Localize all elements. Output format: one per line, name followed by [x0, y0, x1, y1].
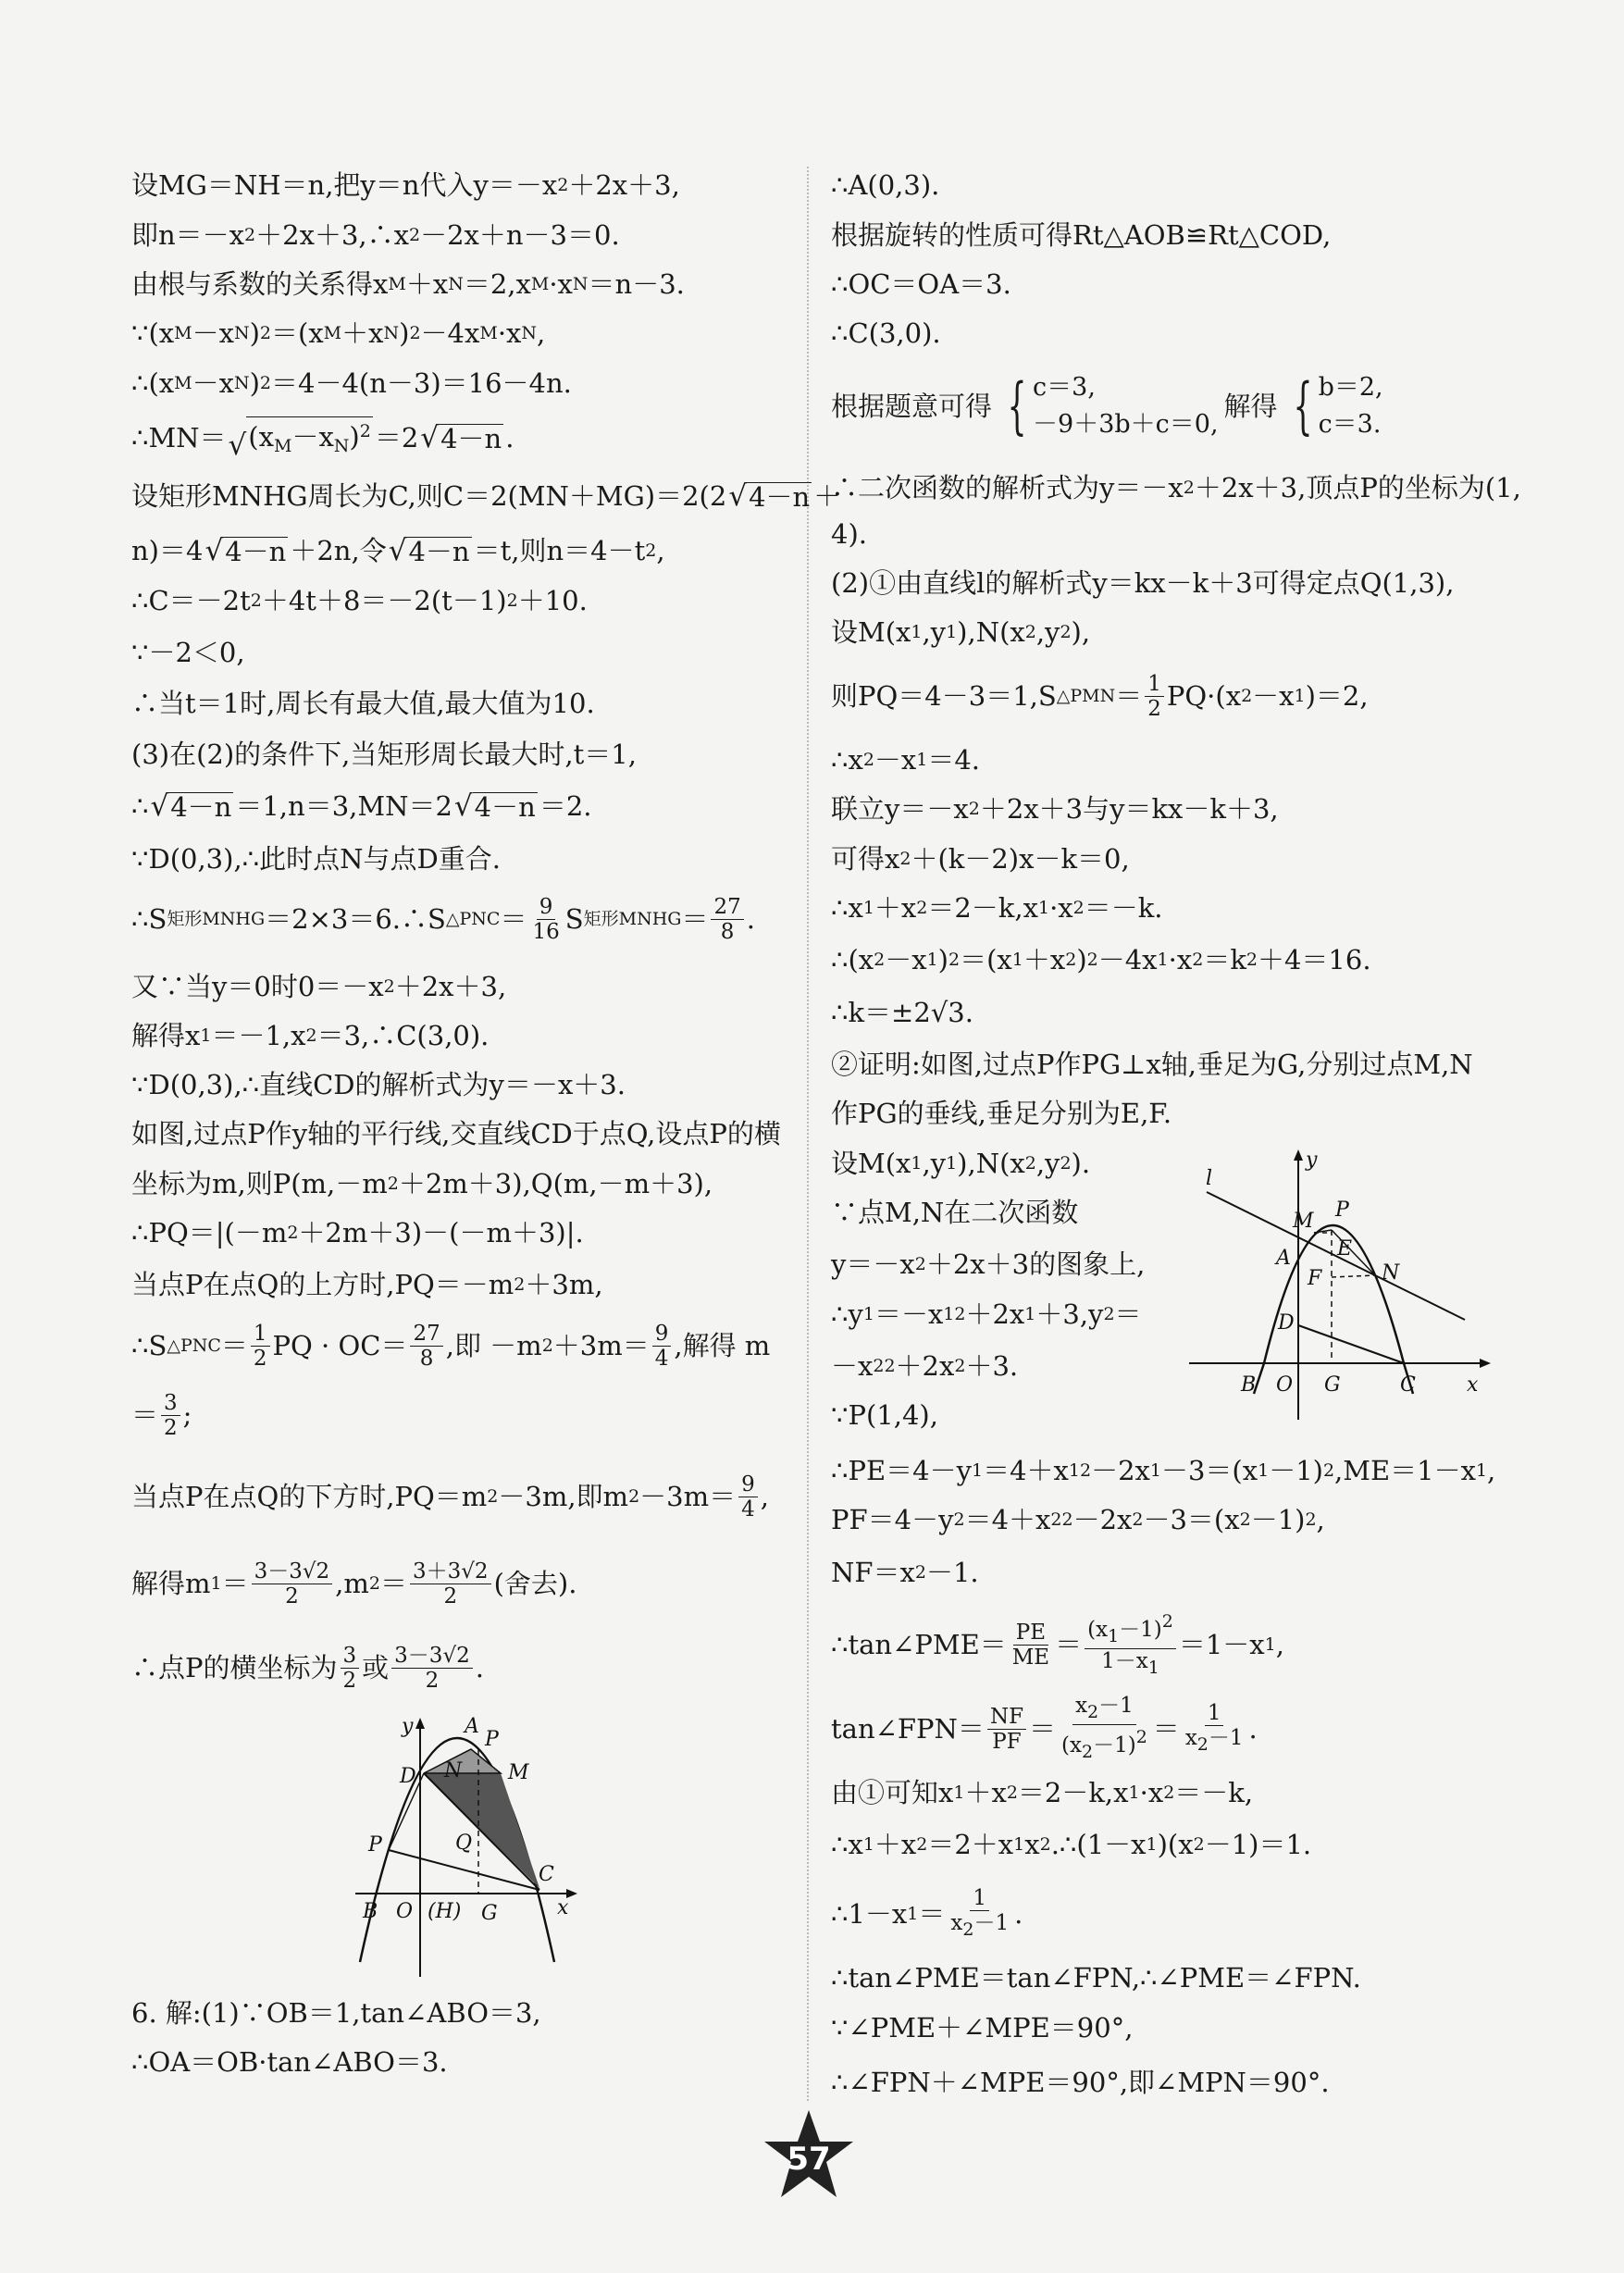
svg-text:C: C: [1400, 1373, 1416, 1397]
fraction: $\frac{3-3√2}{2}$: [391, 1644, 473, 1693]
svg-text:N: N: [444, 1759, 463, 1782]
text-line: ∵(x M －x N ) 2 ＝(x M ＋x N ) 2 －4x M ·x N ,: [131, 317, 546, 349]
text-line: ∴二次函数的解析式为y＝－x 2 ＋2x＋3,顶点P的坐标为(1,: [831, 472, 1521, 503]
fraction: $\frac{1}{2}$: [1145, 672, 1164, 721]
text-line: ∴1－x 1 ＝ $\frac{1}{x_2-1}$ .: [831, 1886, 1023, 1940]
svg-text:D: D: [1278, 1311, 1295, 1335]
text-line: PF＝4－y 2 ＝4＋x 2 2 －2x 2 －3＝(x 2 －1) 2 ,: [831, 1504, 1325, 1535]
text-line: ∴tan∠PME＝ $\frac{PE}{ME}$ ＝ $\frac{(x_1-1)^2}{1-x_1}$ ＝1－x 1 ,: [831, 1611, 1284, 1678]
text-line: ∴ √ 4－n ＝1,n＝3,MN＝2 √ 4－n ＝2.: [131, 789, 592, 823]
text-line: ＝ $\frac{3}{2}$ ;: [131, 1390, 192, 1440]
fraction: $\frac{(x_1-1)^2}{1-x_1}$: [1085, 1609, 1176, 1680]
figure-parabola-line: [1189, 1146, 1494, 1423]
text-line: 由①可知x 1 ＋x 2 ＝2－k,x 1 ·x 2 ＝－k,: [831, 1777, 1254, 1808]
text-line: 根据题意可得 { c＝3, －9＋3b＋c＝0, 解得 { b＝2, c＝3.: [831, 370, 1383, 441]
fraction: $\frac{1}{x_2-1}$: [950, 1886, 1010, 1940]
text-line: ∴点P的横坐标为 $\frac{3}{2}$ 或 $\frac{3-3√2}{2}$ .: [131, 1643, 484, 1693]
svg-text:B: B: [1241, 1373, 1257, 1397]
svg-text:N: N: [1382, 1261, 1400, 1285]
text-line: 联立y＝－x 2 ＋2x＋3与y＝kx－k＋3,: [831, 793, 1279, 825]
svg-text:P: P: [368, 1833, 382, 1857]
svg-text:F: F: [1308, 1267, 1322, 1290]
text-line: ∴PE＝4－y 1 ＝4＋x 1 2 －2x 1 －3＝(x 1 －1) 2 ,ME＝1－x 1 ,: [831, 1455, 1496, 1486]
fraction: $\frac{PE}{ME}$: [1011, 1620, 1050, 1670]
text-line: 即n＝－x 2 ＋2x＋3,∴x 2 －2x＋n－3＝0.: [131, 219, 620, 251]
text-line: (3)在(2)的条件下,当矩形周长最大时,t＝1,: [131, 739, 637, 770]
svg-text:O: O: [396, 1900, 414, 1923]
square-root: √ 4－n: [453, 789, 536, 823]
text-line: y＝－x 2 ＋2x＋3的图象上,: [831, 1248, 1146, 1280]
svg-text:B: B: [363, 1900, 378, 1923]
x-arrow: [1480, 1359, 1491, 1368]
text-line: 设M(x 1 ,y 1 ),N(x 2 ,y 2 ).: [831, 1148, 1091, 1179]
text-line: ∵－2＜0,: [131, 637, 245, 668]
square-root: √ 4－n: [205, 533, 287, 567]
page-number: 57: [787, 2141, 831, 2178]
svg-text:A: A: [1276, 1247, 1291, 1270]
text-line: 如图,过点P作y轴的平行线,交直线CD于点Q,设点P的横: [131, 1118, 781, 1149]
fraction: $\frac{3+3√2}{2}$: [410, 1559, 491, 1608]
text-line: 作PG的垂线,垂足分别为E,F.: [831, 1098, 1172, 1129]
fraction: $\frac{9}{4}$: [738, 1472, 758, 1522]
y-arrow: [1294, 1149, 1303, 1161]
page-number-badge: [761, 2108, 857, 2201]
text-line: ∴A(0,3).: [831, 169, 940, 201]
text-line: 根据旋转的性质可得Rt△AOB≌Rt△COD,: [831, 219, 1332, 251]
text-line: ∵D(0,3),∴此时点N与点D重合.: [131, 843, 501, 875]
fraction: $\frac{NF}{PF}$: [987, 1705, 1026, 1754]
svg-text:M: M: [1293, 1210, 1314, 1233]
text-line: ∴PQ＝|(－m 2 ＋2m＋3)－(－m＋3)|.: [131, 1217, 584, 1248]
fraction: $\frac{x_2-1}{(x_2-1)^2}$: [1061, 1694, 1147, 1762]
svg-text:Q: Q: [455, 1832, 473, 1855]
text-line: tan∠FPN＝ $\frac{NF}{PF}$ ＝ $\frac{x_2-1}{(x_2-1)^2}$ ＝ $\frac{1}{x_2-1}$ .: [831, 1694, 1258, 1762]
text-line: 解得x 1 ＝－1,x 2 ＝3,∴C(3,0).: [131, 1020, 490, 1051]
svg-text:l: l: [1206, 1167, 1213, 1190]
text-line: ∴C(3,0).: [831, 317, 941, 349]
text-line: ∴S △PNC ＝ $\frac{1}{2}$ PQ · OC＝ $\frac{27}{8}$ ,即 －m 2 ＋3m＝ $\frac{9}{4}$ ,解得 m: [131, 1321, 771, 1371]
svg-text:G: G: [481, 1902, 498, 1925]
text-line: 坐标为m,则P(m,－m 2 ＋2m＋3),Q(m,－m＋3),: [131, 1168, 713, 1199]
fraction: $\frac{9}{4}$: [652, 1322, 672, 1371]
svg-text:x: x: [557, 1896, 569, 1919]
fraction: $\frac{9}{16}$: [532, 894, 560, 944]
svg-text:y: y: [402, 1715, 414, 1738]
svg-text:y: y: [1306, 1149, 1318, 1172]
text-line: 由根与系数的关系得x M ＋x N ＝2,x M ·x N ＝n－3.: [131, 268, 685, 300]
text-line: 当点P在点Q的下方时,PQ＝m 2 －3m,即m 2 －3m＝ $\frac{9}{4}$ ,: [131, 1472, 769, 1522]
square-root: √ 4－n: [150, 789, 232, 823]
svg-text:D: D: [400, 1765, 416, 1788]
square-root: √ $(x_M-x_N)^2$: [229, 416, 373, 460]
text-line: 设M(x 1 ,y 1 ),N(x 2 ,y 2 ),: [831, 616, 1091, 648]
text-line: ∴tan∠PME＝tan∠FPN,∴∠PME＝∠FPN.: [831, 1962, 1361, 1994]
text-line: ∴MN＝ √ $(x_M-x_N)^2$ ＝2 √ 4－n .: [131, 419, 514, 456]
text-line: ∵P(1,4),: [831, 1399, 938, 1431]
svg-text:G: G: [1324, 1373, 1341, 1397]
svg-text:x: x: [1467, 1373, 1479, 1397]
svg-text:M: M: [508, 1761, 529, 1784]
y-arrow: [415, 1718, 425, 1729]
text-line: ∴当t＝1时,周长有最大值,最大值为10.: [131, 688, 595, 719]
text-line: (2)①由直线l的解析式y＝kx－k＋3可得定点Q(1,3),: [831, 567, 1455, 599]
square-root: √ 4－n: [728, 478, 811, 513]
fraction: $\frac{3}{2}$: [341, 1644, 360, 1693]
text-line: ∴S 矩形MNHG ＝2×3＝6.∴S △PNC ＝ $\frac{9}{16}$ S 矩形MNHG ＝ $\frac{27}{8}$ .: [131, 894, 755, 944]
text-line: 又∵当y＝0时0＝－x 2 ＋2x＋3,: [131, 971, 507, 1002]
svg-text:P: P: [485, 1728, 499, 1751]
text-line: ∵D(0,3),∴直线CD的解析式为y＝－x＋3.: [131, 1069, 626, 1100]
equation-system: { b＝2, c＝3.: [1293, 370, 1383, 441]
fraction: $\frac{27}{8}$: [410, 1322, 442, 1371]
square-root: √ 4－n: [388, 533, 470, 567]
column-divider: [807, 167, 809, 2101]
svg-text:P: P: [1335, 1199, 1349, 1222]
equation-system: { c＝3, －9＋3b＋c＝0,: [1007, 370, 1219, 441]
fraction: $\frac{1}{2}$: [251, 1322, 270, 1371]
text-line: NF＝x 2 －1.: [831, 1557, 979, 1588]
text-line: ∴(x 2 －x 1 ) 2 ＝(x 1 ＋x 2 ) 2 －4x 1 ·x 2 ＝k 2 ＋4＝16.: [831, 944, 1371, 975]
text-line: ∴∠FPN＋∠MPE＝90°,即∠MPN＝90°.: [831, 2067, 1330, 2098]
line-dc: [1298, 1325, 1404, 1363]
svg-text:A: A: [465, 1715, 479, 1738]
text-line: 解得m 1 ＝ $\frac{3-3√2}{2}$ ,m 2 ＝ $\frac{3+3√2}{2}$ (舍去).: [131, 1559, 577, 1608]
text-line: 可得x 2 ＋(k－2)x－k＝0,: [831, 843, 1130, 875]
square-root: √ 4－n: [420, 420, 502, 454]
text-line: ∴OA＝OB·tan∠ABO＝3.: [131, 2046, 448, 2078]
text-line: 6. 解:(1)∵OB＝1,tan∠ABO＝3,: [131, 1997, 541, 2029]
text-line: 4).: [831, 518, 867, 550]
text-line: －x 2 2 ＋2x 2 ＋3.: [831, 1350, 1019, 1382]
text-line: ∴k＝±2√3.: [831, 997, 973, 1028]
fraction: $\frac{27}{8}$: [711, 895, 743, 944]
svg-text:(H): (H): [428, 1900, 462, 1923]
svg-text:C: C: [539, 1863, 554, 1886]
svg-text:O: O: [1276, 1373, 1294, 1397]
text-line: ∴y 1 ＝－x 1 2 ＋2x 1 ＋3,y 2 ＝: [831, 1298, 1142, 1330]
fraction: $\frac{3-3√2}{2}$: [252, 1559, 333, 1608]
text-line: ∵∠PME＋∠MPE＝90°,: [831, 2012, 1134, 2043]
text-line: ②证明:如图,过点P作PG⊥x轴,垂足为G,分别过点M,N: [831, 1049, 1473, 1080]
text-line: ∴C＝－2t 2 ＋4t＋8＝－2(t－1) 2 ＋10.: [131, 585, 588, 616]
text-line: ∴x 1 ＋x 2 ＝2＋x 1 x 2 .∴(1－x 1 )(x 2 －1)＝1.: [831, 1829, 1312, 1860]
text-line: 设MG＝NH＝n,把y＝n代入y＝－x 2 ＋2x＋3,: [131, 169, 680, 201]
fraction: $\frac{1}{x_2-1}$: [1184, 1701, 1244, 1755]
text-line: ∵点M,N在二次函数: [831, 1197, 1079, 1228]
text-line: 当点P在点Q的上方时,PQ＝－m 2 ＋3m,: [131, 1269, 603, 1300]
text-line: ∴(x M －x N ) 2 ＝4－4(n－3)＝16－4n.: [131, 367, 572, 399]
text-line: ∴x 1 ＋x 2 ＝2－k,x 1 ·x 2 ＝－k.: [831, 892, 1163, 924]
svg-text:E: E: [1337, 1237, 1353, 1261]
text-line: 设矩形MNHG周长为C,则C＝2(MN＋MG)＝2(2 √ 4－n ＋: [131, 478, 841, 513]
text-line: ∴x 2 －x 1 ＝4.: [831, 744, 981, 776]
text-line: 则PQ＝4－3＝1,S △PMN ＝ $\frac{1}{2}$ PQ·(x 2 －x 1 )＝2,: [831, 671, 1369, 721]
text-line: n)＝4 √ 4－n ＋2n,令 √ 4－n ＝t,则n＝4－t 2 ,: [131, 533, 665, 567]
dashed-fn: [1332, 1275, 1375, 1277]
figure-parabola-triangle: [355, 1712, 587, 1981]
fraction: $\frac{3}{2}$: [161, 1391, 180, 1440]
text-line: ∴OC＝OA＝3.: [831, 268, 1011, 300]
